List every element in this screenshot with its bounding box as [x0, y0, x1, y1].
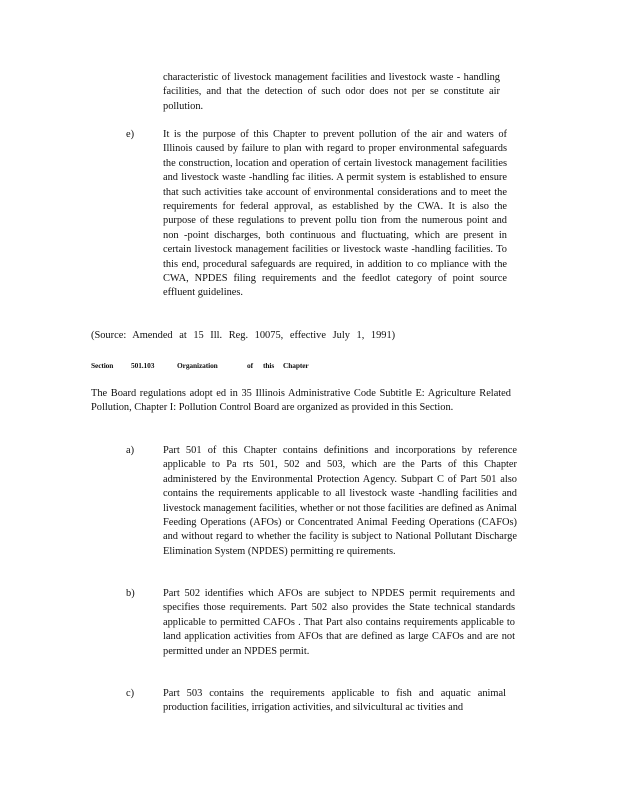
- section-title-word: Chapter: [283, 361, 309, 370]
- item-b-text: Part 502 identifies which AFOs are subject to NPDES permit requirements and specifies those requirements. Part 502 also provides the State technical standards applicable to permitted CAFOs . That Part also contains requirements applicable to land application activities from AFOs that are defined as large CAFOs and are not permitted under an NPDES permit.: [163, 588, 515, 657]
- item-a-marker: a): [126, 445, 135, 456]
- section-title-word: this: [263, 361, 275, 370]
- item-e-text: It is the purpose of this Chapter to prevent pollution of the air and waters of Illinois caused by failure to plan with regard to proper environmental safeguards the construction, location and operation of certain livestock management facilities and livestock waste -handling fac ilities. A permit system is established to ensure that such activities take account of environmental considerations and to meet the requirements for federal approval, as established by the CWA. It is also the purpose of these regulations to prevent pollu tion from the numerous point and non -point discharges, both continuous and fluctuating, which are present in certain livestock management facilities or livestock waste -handling facilities. To this end, procedural safeguards are required, in addition to co mpliance with the CWA, NPDES filing requirements and the feedlot category of point source effluent guidelines.: [163, 129, 507, 299]
- section-number: 501.103: [131, 361, 155, 370]
- intro-paragraph: The Board regulations adopt ed in 35 Illinois Administrative Code Subtitle E: Agriculture Related Pollution, Chapter I: Pollution Control Board are organized as provided in this Section.: [91, 388, 511, 414]
- item-a-text: Part 501 of this Chapter contains definitions and incorporations by reference applicable to Pa rts 501, 502 and 503, which are the Parts of this Chapter administered by the Environmental Protection Agency. Subpart C of Part 501 also contains the requirements applicable to all livestock waste -handling facilities and livestock management facilities, whether or not those facilities are defined as Animal Feeding Operations (AFOs) or Concentrated Animal Feeding Operations (CAFOs) and without regard to whether the facility is subject to National Pollutant Discharge Elimination System (NPDES) permitting re quirements.: [163, 445, 517, 557]
- item-c-text: Part 503 contains the requirements applicable to fish and aquatic animal production facilities, irrigation activities, and silvicultural ac tivities and: [163, 688, 506, 714]
- source-note: (Source: Amended at 15 Ill. Reg. 10075, effective July 1, 1991): [91, 330, 396, 341]
- item-b-marker: b): [126, 588, 135, 599]
- item-c-marker: c): [126, 688, 135, 699]
- section-title-word: Organization: [177, 361, 218, 370]
- item-e-marker: e): [126, 129, 135, 140]
- section-heading: [91, 359, 511, 371]
- section-label: Section: [91, 361, 114, 370]
- section-title-word: of: [247, 361, 253, 370]
- continuation-paragraph: characteristic of livestock management facilities and livestock waste - handling facilities, and that the detection of such odor does not per se constitute air pollution.: [163, 72, 500, 112]
